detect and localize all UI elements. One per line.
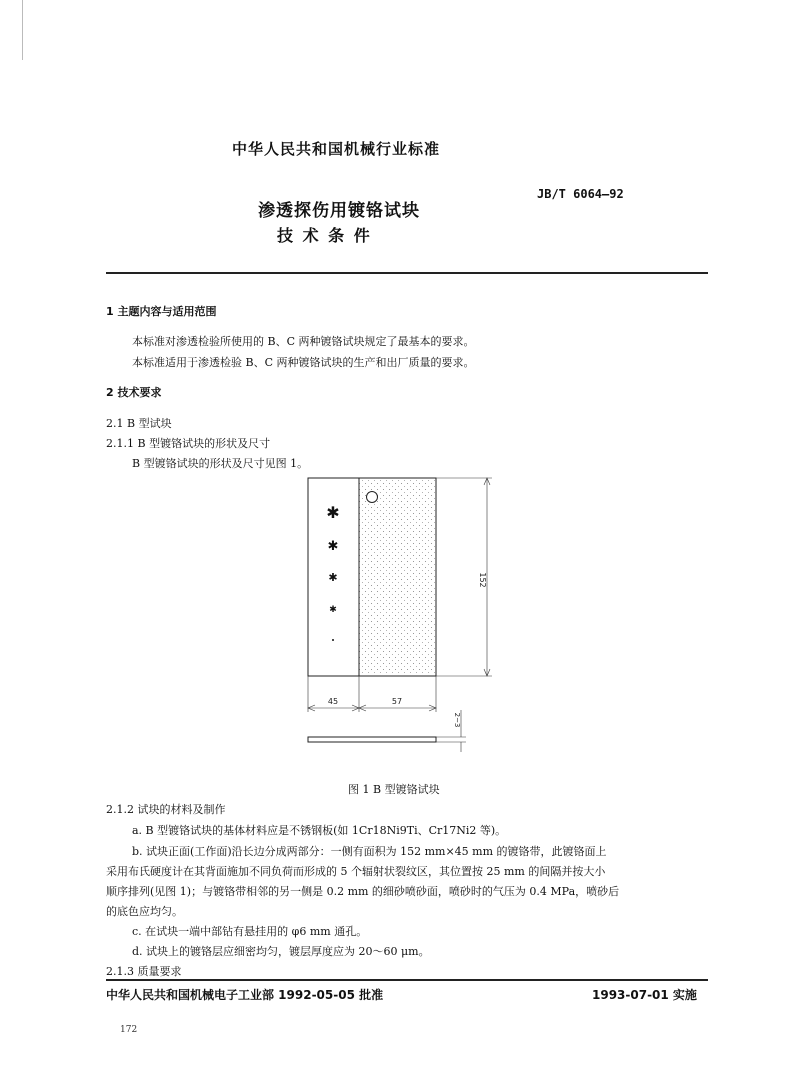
section-2-1-heading: 2.1 B 型试块 xyxy=(106,417,172,430)
item-b-line-2: 采用布氏硬度计在其背面施加不同负荷而形成的 5 个辐射状裂纹区，其位置按 25 mm 的间隔并按大小 xyxy=(106,865,606,878)
section-2-heading: 2 技术要求 xyxy=(106,386,162,399)
item-b-line-4: 的底色应均匀。 xyxy=(106,905,183,918)
issuing-organization: 中华人民共和国机械行业标准 xyxy=(232,140,441,158)
dim-height-label: 152 xyxy=(478,572,487,588)
approval-line: 中华人民共和国机械电子工业部 1992-05-05 批准 xyxy=(106,988,384,1002)
section-1-heading: 1 主题内容与适用范围 xyxy=(106,305,217,318)
item-c: c. 在试块一端中部钻有悬挂用的 φ6 mm 通孔。 xyxy=(132,925,368,938)
section-2-1-3-heading: 2.1.3 质量要求 xyxy=(106,965,182,978)
scan-margin-line xyxy=(22,0,23,60)
figure-1-caption: 图 1 B 型镀铬试块 xyxy=(348,783,440,796)
section-2-1-2-heading: 2.1.2 试块的材料及制作 xyxy=(106,803,226,816)
dim-right-label: 57 xyxy=(391,697,403,706)
item-a: a. B 型镀铬试块的基体材料应是不锈钢板(如 1Cr18Ni9Ti、Cr17Ni2 等)。 xyxy=(132,824,507,837)
crack-mark-4: ✱ xyxy=(329,605,337,615)
dim-thickness-label: 2~3 xyxy=(453,712,461,728)
section-1-para-1: 本标准对渗透检验所使用的 B、C 两种镀铬试块规定了最基本的要求。 xyxy=(132,335,475,348)
section-1-para-2: 本标准适用于渗透检验 B、C 两种镀铬试块的生产和出厂质量的要求。 xyxy=(132,356,475,369)
crack-mark-3: ✱ xyxy=(328,571,338,584)
side-view-plate xyxy=(308,737,436,742)
header-rule xyxy=(106,272,708,274)
item-d: d. 试块上的镀铬层应细密均匀，镀层厚度应为 20～60 μm。 xyxy=(132,945,430,958)
sandblast-area xyxy=(359,479,435,675)
document-subtitle: 技 术 条 件 xyxy=(277,226,372,245)
standard-number: JB/T 6064—92 xyxy=(537,187,624,201)
dim-left-label: 45 xyxy=(327,697,339,706)
item-b-line-3: 顺序排列(见图 1)；与镀铬带相邻的另一侧是 0.2 mm 的细砂喷砂面，喷砂时的气压为 0.4 MPa，喷砂后 xyxy=(106,885,620,898)
section-2-1-1-para: B 型镀铬试块的形状及尺寸见图 1。 xyxy=(132,457,309,470)
section-2-1-1-heading: 2.1.1 B 型镀铬试块的形状及尺寸 xyxy=(106,437,271,450)
page-number: 172 xyxy=(120,1025,138,1035)
document-title: 渗透探伤用镀铬试块 xyxy=(258,201,420,221)
crack-mark-5 xyxy=(332,639,334,641)
hanging-hole xyxy=(367,492,378,503)
item-b-line-1: b. 试块正面(工作面)沿长边分成两部分：一侧有面积为 152 mm×45 mm 的镀铬带，此镀铬面上 xyxy=(132,845,607,858)
implementation-date: 1993-07-01 实施 xyxy=(592,988,697,1002)
footer-rule xyxy=(106,979,708,981)
crack-mark-1: ✱ xyxy=(326,503,340,522)
crack-mark-2: ✱ xyxy=(327,539,339,554)
figure-1-drawing xyxy=(280,470,500,760)
